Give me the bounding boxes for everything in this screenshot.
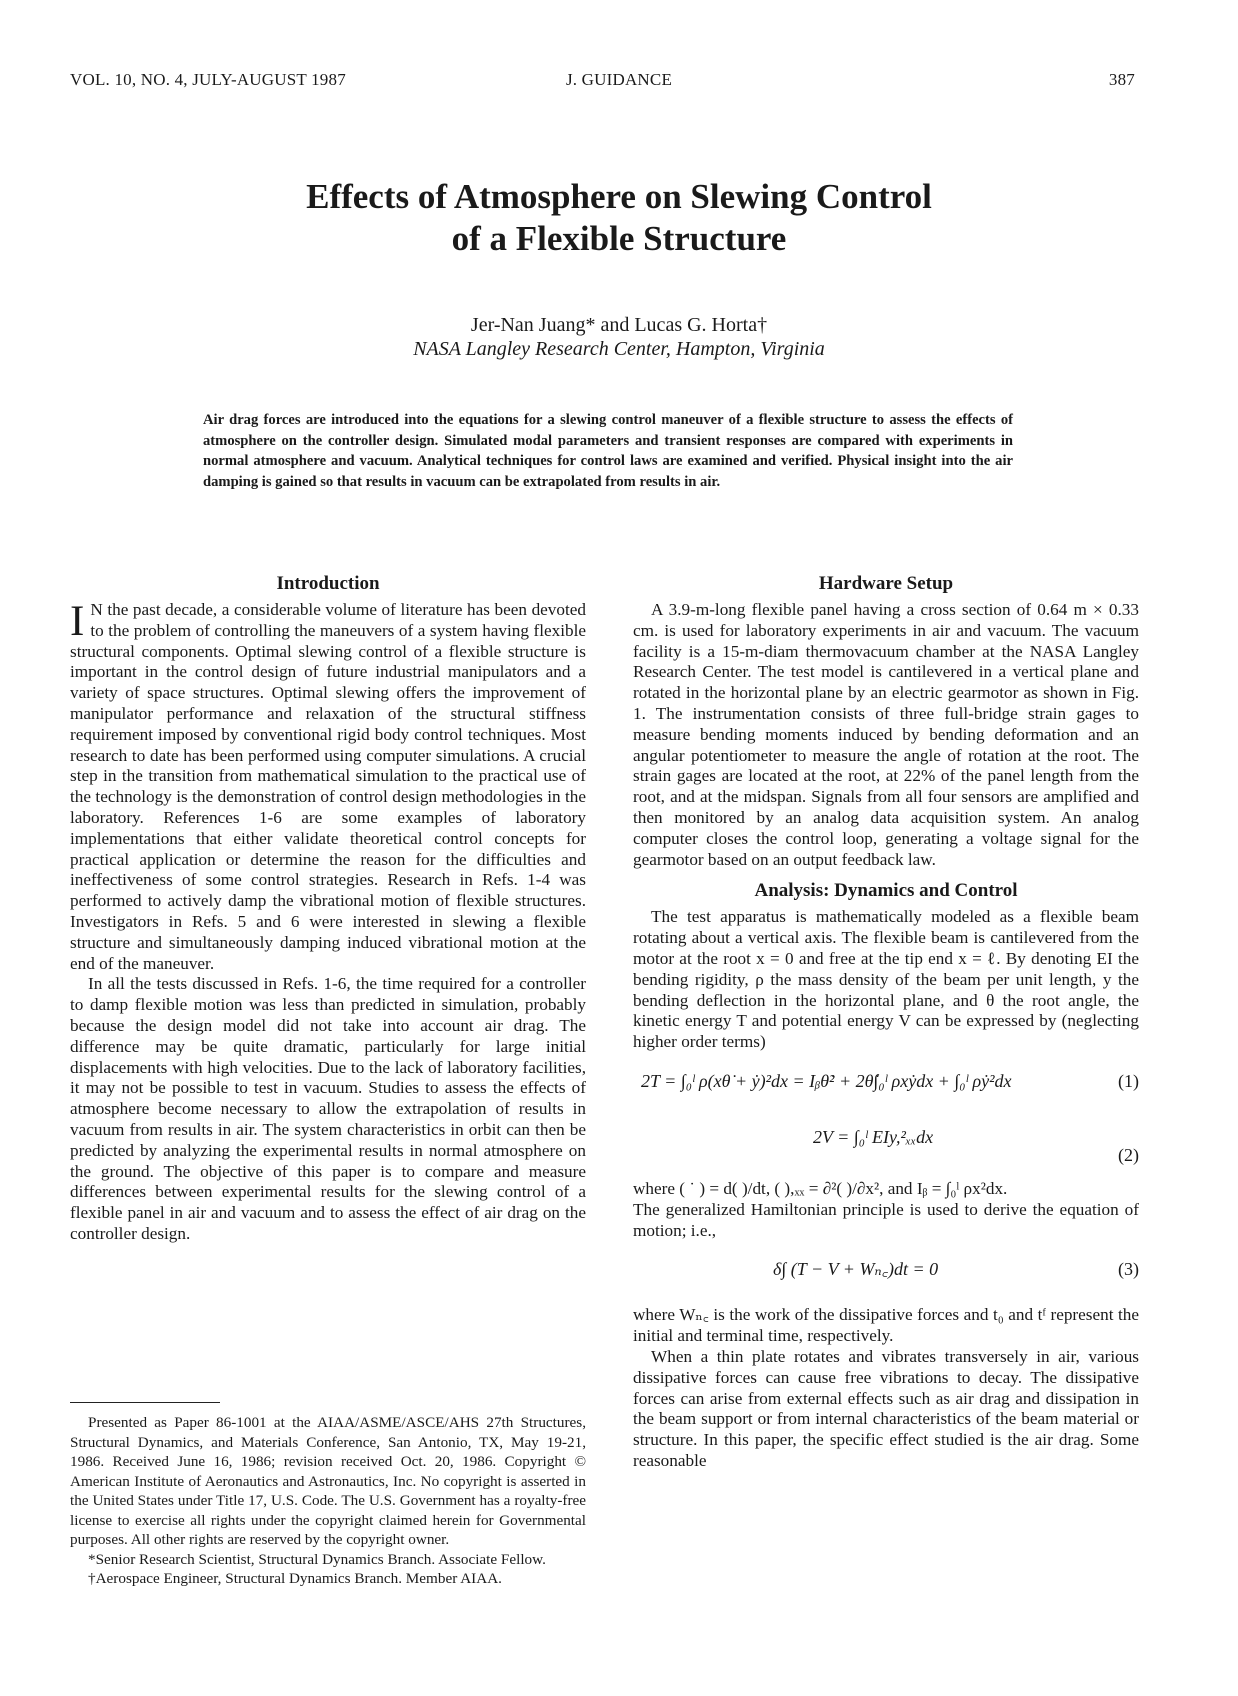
- author-affiliation: NASA Langley Research Center, Hampton, Virginia: [413, 338, 825, 360]
- equation-2-body: 2V = ∫₀ˡ EIy,²ₓₓdx: [813, 1126, 934, 1147]
- title-line-2: of a Flexible Structure: [451, 219, 787, 258]
- author-block: [0, 313, 1238, 361]
- journal-volume-issue: VOL. 10, NO. 4, JULY-AUGUST 1987: [70, 70, 346, 89]
- analysis-paragraph-1: The test apparatus is mathematically modeled as a flexible beam rotating about a vertical axis. The flexible beam is cantilevered from the motor at the root x = 0 and free at the tip end x = ℓ. By denoting EI the bending rigidity, ρ the mass density of the beam per unit length, y the bending deflection in the horizontal plane, and θ the root angle, the kinetic energy T and potential energy V can be expressed by (neglecting higher order terms): [633, 907, 1139, 1052]
- footnotes: [70, 1402, 586, 1589]
- equation-1-number: (1): [1118, 1070, 1139, 1091]
- page-number: 387: [1108, 70, 1135, 89]
- footnote-author-1: *Senior Research Scientist, Structural Dynamics Branch. Associate Fellow.: [88, 1550, 546, 1568]
- abstract: Air drag forces are introduced into the equations for a slewing control maneuver of a flexible structure to assess the effects of atmosphere on the controller design. Simulated modal parameters and transient responses are compared with experiments in normal atmosphere and vacuum. Analytical techniques for control laws are examined and verified. Physical insight into the air damping is gained so that results in vacuum can be extrapolated from results in air.: [203, 412, 1013, 490]
- footnote-author-2: †Aerospace Engineer, Structural Dynamics Branch. Member AIAA.: [88, 1570, 502, 1587]
- equation-2-number: (2): [1118, 1144, 1139, 1165]
- equation-3-number: (3): [1118, 1259, 1139, 1280]
- equation-3-body: δ∫ (T − V + Wₙ꜀)dt = 0: [773, 1259, 939, 1280]
- equation-2: [633, 1117, 1139, 1179]
- hardware-heading: Hardware Setup: [818, 573, 954, 594]
- equation-1: [633, 1061, 1139, 1117]
- left-column: [70, 573, 586, 1245]
- hardware-paragraph: A 3.9-m-long flexible panel having a cross section of 0.64 m × 0.33 cm. is used for laboratory experiments in air and vacuum. The vacuum facility is a 15-m-diam thermovacuum chamber at the NASA Langley Research Center. The test model is cantilevered in a vertical plane and rotated in the horizontal plane by an electric gearmotor as shown in Fig. 1. The instrumentation consists of three full-bridge strain gages to measure bending moments induced by bending deformation and an angular potentiometer to measure the angle of rotation at the root. The strain gages are located at the root, at 22% of the panel length from the root, and at the midspan. Signals from all four sensors are amplified and then monitored by an analog data acquisition system. An analog computer closes the control loop, generating a voltage signal for the gearmotor based on an output feedback law.: [633, 600, 1139, 869]
- introduction-heading: Introduction: [276, 573, 380, 594]
- equation-1-body: 2T = ∫₀ˡ ρ(xθ̇ + ẏ)²dx = Iᵦθ̇² + 2θ̇∫₀ˡ ρxẏdx + ∫₀ˡ ρẏ²dx: [641, 1070, 1012, 1091]
- analysis-paragraph-3: where Wₙ꜀ is the work of the dissipative forces and t₀ and tᶠ represent the initial and terminal time, respectively.: [633, 1305, 1139, 1346]
- author-names: Jer-Nan Juang* and Lucas G. Horta†: [470, 314, 768, 336]
- drop-cap: I: [70, 598, 85, 645]
- introduction-paragraph-1-text: N the past decade, a considerable volume of literature has been devoted to the problem of controlling the maneuvers of a system having flexible structural components. Optimal slewing control of a flexible structure is important in the control design of future industrial manipulators and a variety of space structures. Optimal slewing offers the improvement of manipulator performance and relaxation of the structural stiffness requirement imposed by conventional rigid body control techniques. Most research to date has been performed using computer simulations. A crucial step in the transition from mathematical simulation to the practical use of the technology is the demonstration of control design methodologies in the laboratory. References 1-6 are some examples of laboratory implementations that either validate theoretical control concepts for practical application or determine the reason for the difficulties and ineffectiveness of some control strategies. Research in Refs. 1-4 was performed to actively damp the vibrational motion of flexible structures. Investigators in Refs. 5 and 6 were interested in slewing a flexible structure and simultaneously damping induced vibrational motion at the end of the maneuver.: [70, 600, 586, 973]
- paper-title: [0, 176, 1238, 260]
- analysis-paragraph-2: The generalized Hamiltonian principle is used to derive the equation of motion; i.e.,: [633, 1199, 1139, 1240]
- introduction-paragraph-2: In all the tests discussed in Refs. 1-6, the time required for a controller to damp flexible motion was less than predicted in simulation, probably because the design model did not take into account air drag. The difference may be quite dramatic, particularly for large initial displacements with high velocities. Due to the lack of laboratory facilities, it may not be possible to test in vacuum. Studies to assess the effects of atmosphere become necessary to allow the extrapolation of results in vacuum from results in air. The system characteristics in orbit can then be predicted by analyzing the experimental results in normal atmosphere on the ground. The objective of this paper is to compare and measure differences between experimental results for the slewing control of a flexible panel in air and vacuum and to assess the effect of air drag on the controller design.: [70, 974, 586, 1243]
- introduction-paragraph-1: [70, 600, 586, 974]
- where-definitions: where ( ˙ ) = d( )/dt, ( ),ₓₓ = ∂²( )/∂x², and Iᵦ = ∫₀ˡ ρx²dx.: [633, 1178, 1008, 1198]
- journal-name: J. GUIDANCE: [565, 70, 673, 89]
- title-line-1: Effects of Atmosphere on Slewing Control: [306, 177, 932, 216]
- analysis-heading: Analysis: Dynamics and Control: [754, 880, 1018, 902]
- equation-3: [633, 1249, 1139, 1305]
- right-column: [633, 573, 1139, 1472]
- analysis-paragraph-4: When a thin plate rotates and vibrates transversely in air, various dissipative forces can cause free vibrations to decay. The dissipative forces can arise from external effects such as air drag and dissipation in the beam support or from internal characteristics of the beam material or structure. In this paper, the specific effect studied is the air drag. Some reasonable: [633, 1346, 1139, 1470]
- footnote-rule: [70, 1402, 220, 1403]
- footnote-presented: Presented as Paper 86-1001 at the AIAA/ASME/ASCE/AHS 27th Structures, Structural Dynamics, and Materials Conference, San Antonio, TX, May 19-21, 1986. Received June 16, 1986; revision received Oct. 20, 1986. Copyright © American Institute of Aeronautics and Astronautics, Inc. No copyright is asserted in the United States under Title 17, U.S. Code. The U.S. Government has a royalty-free license to exercise all rights under the copyright claimed herein for Governmental purposes. All other rights are reserved by the copyright owner.: [70, 1414, 586, 1548]
